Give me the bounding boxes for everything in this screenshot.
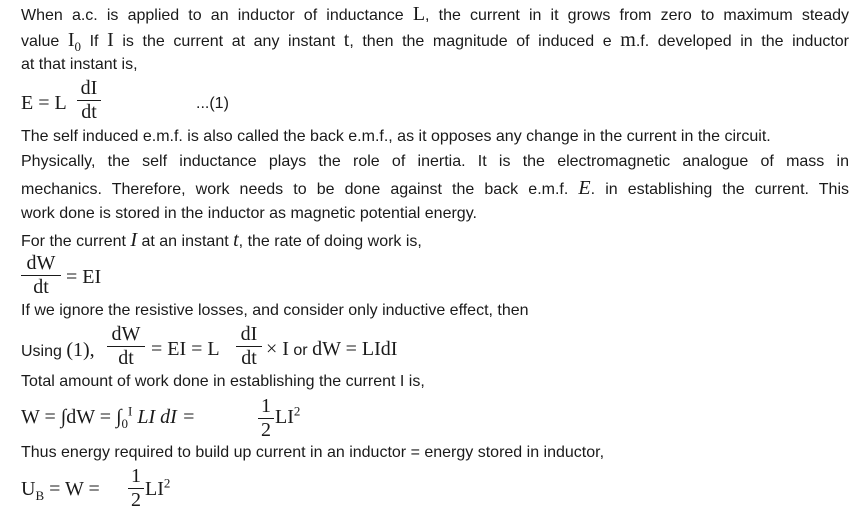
math: LI	[145, 478, 164, 500]
paragraph-1-line-2	[21, 30, 849, 52]
denominator: dt	[241, 347, 257, 369]
exponent: 2	[163, 475, 171, 491]
math-I: I	[107, 29, 114, 51]
equation-3-fraction-2	[236, 324, 262, 368]
text: For the current	[21, 233, 131, 250]
text: , the rate of doing work is,	[238, 233, 422, 250]
equation-1-fraction	[77, 78, 101, 122]
exponent: 2	[293, 403, 301, 419]
denominator: dt	[81, 101, 97, 123]
math-E: E	[578, 177, 591, 199]
denominator: 2	[131, 489, 141, 511]
numerator: dI	[240, 323, 258, 345]
text: is the current at any instant	[113, 33, 344, 50]
paragraph-4	[21, 230, 422, 252]
paragraph-3-line-1: Physically, the self inductance plays the role of inertia. It is the electromagnetic analogue of mass in	[21, 153, 849, 170]
paragraph-7: Total amount of work done in establishing the current I is,	[21, 373, 425, 390]
equation-3-middle: = EI = L	[151, 338, 220, 360]
text: .f. developed in the inductor	[635, 33, 850, 50]
equation-3-fraction-1	[107, 324, 145, 368]
math-m: m	[620, 29, 636, 51]
paragraph-3-line-2	[21, 178, 849, 200]
paragraph-1-line-1	[21, 4, 849, 26]
equation-reference: (1),	[66, 339, 95, 361]
equation-4-fraction	[258, 396, 274, 440]
text: Using	[21, 343, 67, 360]
paragraph-8: Thus energy required to build up current in an inductor = energy stored in inductor,	[21, 444, 605, 461]
equation-5-fraction	[128, 466, 144, 510]
text: at an instant	[137, 233, 234, 250]
denominator: dt	[33, 276, 49, 298]
denominator: 2	[261, 419, 271, 441]
paragraph-1-line-3: at that instant is,	[21, 56, 138, 73]
numerator: 1	[261, 395, 271, 417]
math-I0	[67, 29, 82, 54]
text: When a.c. is applied to an inductor of inductance	[21, 7, 413, 24]
math: W = ∫dW = ∫	[21, 406, 122, 428]
math-I: I	[67, 29, 75, 51]
equation-4-tail	[275, 403, 301, 428]
equation-5-lhs	[21, 478, 100, 503]
math: = W =	[44, 478, 100, 500]
math-U: U	[21, 478, 36, 500]
paragraph-3-line-3: work done is stored in the inductor as magnetic potential energy.	[21, 205, 477, 222]
text: mechanics. Therefore, work needs to be done against the back e.m.f.	[21, 181, 579, 198]
numerator: dW	[111, 323, 141, 345]
equation-2-fraction	[21, 253, 61, 297]
equation-4-lhs	[21, 403, 196, 431]
math: LI dI =	[132, 406, 196, 428]
paragraph-5: If we ignore the resistive losses, and consider only inductive effect, then	[21, 302, 529, 319]
equation-1-label: ...(1)	[196, 95, 229, 112]
text: If	[81, 33, 108, 50]
math-t: t	[343, 29, 350, 51]
math-L: L	[412, 3, 426, 25]
numerator: 1	[131, 465, 141, 487]
numerator: dI	[80, 77, 98, 99]
math: dW = LIdI	[312, 338, 398, 360]
equation-5-tail	[145, 475, 171, 500]
equation-2-rhs: = EI	[66, 266, 102, 288]
equation-1-lhs: E = L	[21, 92, 67, 114]
math: × I	[266, 338, 289, 360]
math-I: I	[130, 229, 138, 251]
text: , the current in it grows from zero to maximum steady	[425, 7, 850, 24]
denominator: dt	[118, 347, 134, 369]
text: , then the magnitude of induced e	[349, 33, 621, 50]
text: or	[288, 342, 313, 359]
lower-limit: 0	[121, 416, 129, 431]
equation-3-using	[21, 340, 95, 362]
text: value	[21, 33, 68, 50]
math: LI	[275, 406, 294, 428]
equation-3-tail	[266, 338, 397, 362]
math-t: t	[233, 229, 239, 251]
numerator: dW	[26, 252, 56, 274]
upper-limit: I	[128, 403, 133, 419]
text: . in establishing the current. This	[590, 181, 850, 198]
subscript: B	[35, 488, 45, 503]
subscript: 0	[74, 39, 82, 54]
paragraph-2: The self induced e.m.f. is also called the back e.m.f., as it opposes any change in the current in the circuit.	[21, 128, 771, 145]
